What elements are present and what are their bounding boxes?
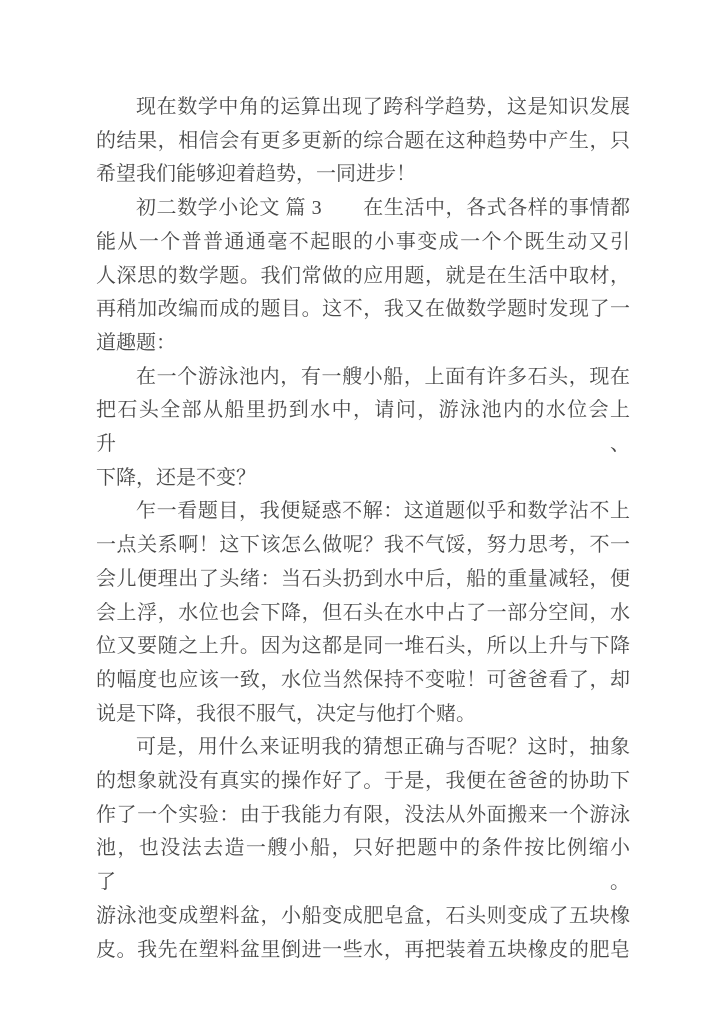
paragraph-1	[96, 91, 630, 192]
text-line: 会儿便理出了头绪：当石头扔到水中后，船的重量减轻，便	[96, 567, 630, 590]
text-line: 道趣题：	[96, 331, 176, 354]
text-line: 再稍加改编而成的题目。这不，我又在做数学题时发现了一	[96, 298, 630, 321]
text-line: 可是，用什么来证明我的猜想正确与否呢？这时，抽象	[136, 736, 630, 759]
text-line: 能从一个普普通通毫不起眼的小事变成一个个既生动又引	[96, 230, 630, 253]
text-line: 人深思的数学题。我们常做的应用题，就是在生活中取材，	[96, 264, 630, 287]
text-line: 的想象就没有真实的操作好了。于是，我便在爸爸的协助下	[96, 770, 630, 793]
essay-text	[96, 91, 630, 967]
text-line: 下降，还是不变？	[96, 466, 256, 489]
paragraph-4	[96, 495, 630, 731]
text-line: 游泳池变成塑料盆，小船变成肥皂盒，石头则变成了五块橡	[96, 904, 630, 927]
text-line: 皮。我先在塑料盆里倒进一些水，再把装着五块橡皮的肥皂	[96, 938, 630, 961]
text-line: 希望我们能够迎着趋势，一同进步！	[96, 163, 416, 186]
text-line: 的幅度也应该一致，水位当然保持不变啦！可爸爸看了，却	[96, 668, 630, 691]
paragraph-2	[96, 192, 630, 361]
text-line: 说是下降，我很不服气，决定与他打个赌。	[96, 702, 476, 725]
paragraph-5	[96, 731, 630, 967]
text-line: 的结果，相信会有更多更新的综合题在这种趋势中产生，只	[96, 129, 630, 152]
paragraph-3	[96, 361, 630, 496]
text-line: 作了一个实验：由于我能力有限，没法从外面搬来一个游泳	[96, 803, 630, 826]
text-line: 池，也没法去造一艘小船，只好把题中的条件按比例缩小了。	[96, 837, 630, 894]
text-line: 把石头全部从船里扔到水中，请问，游泳池内的水位会上升、	[96, 399, 630, 456]
text-line: 初二数学小论文 篇 3 在生活中，各式各样的事情都	[136, 197, 630, 220]
text-line: 乍一看题目，我便疑惑不解：这道题似乎和数学沾不上	[136, 500, 630, 523]
text-line: 位又要随之上升。因为这都是同一堆石头，所以上升与下降	[96, 635, 630, 658]
text-line: 一点关系啊！这下该怎么做呢？我不气馁，努力思考，不一	[96, 534, 630, 557]
text-line: 会上浮，水位也会下降，但石头在水中占了一部分空间，水	[96, 601, 630, 624]
text-line: 在一个游泳池内，有一艘小船，上面有许多石头，现在	[136, 365, 630, 388]
text-line: 现在数学中角的运算出现了跨科学趋势，这是知识发展	[136, 96, 630, 118]
